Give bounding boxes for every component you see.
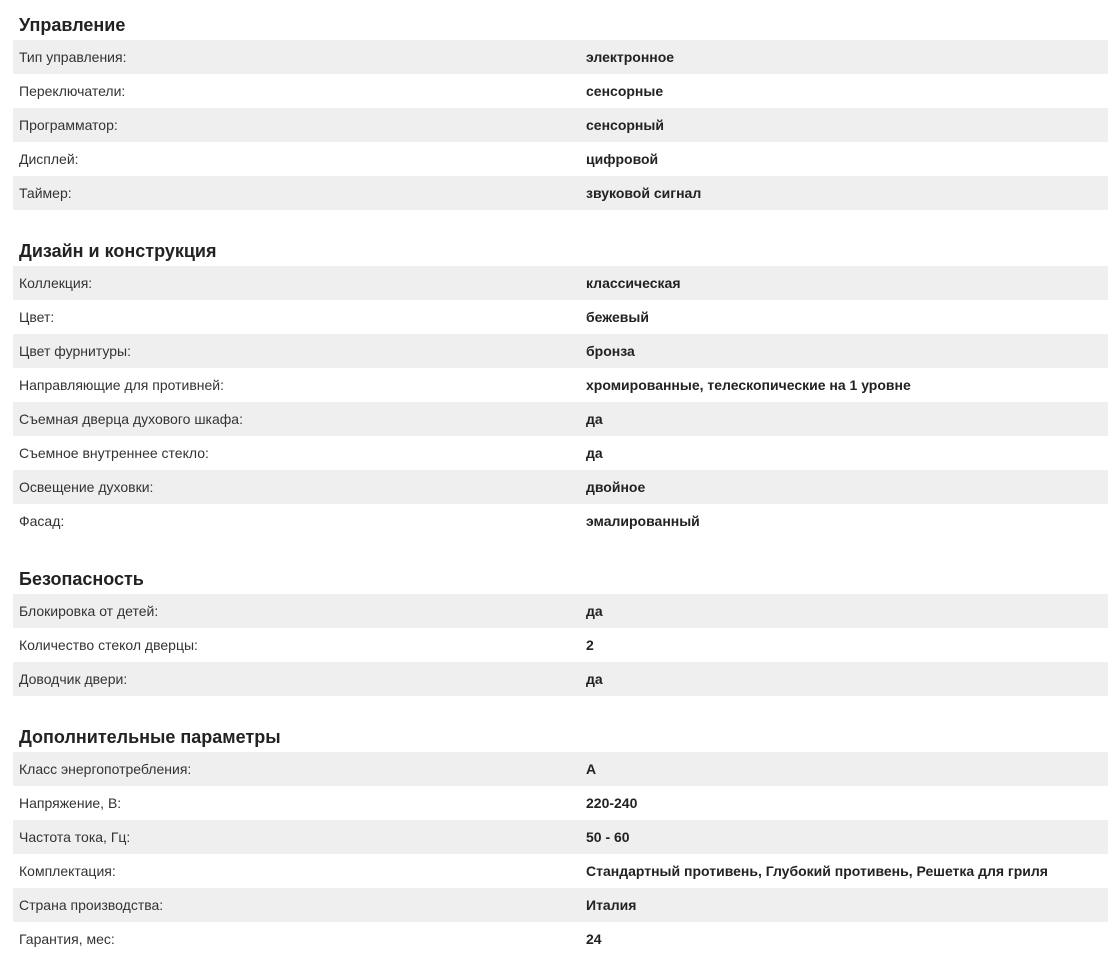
spec-label: Класс энергопотребления: [19,761,192,777]
spec-row [13,402,1108,436]
spec-value: электронное [586,49,675,65]
spec-label: Цвет: [19,309,55,325]
spec-row [13,504,1108,538]
spec-value: бежевый [586,309,649,325]
spec-value: 50 - 60 [586,829,630,845]
spec-row [13,108,1108,142]
section-title: Управление [19,15,126,35]
spec-row [13,888,1108,922]
spec-value: да [586,671,603,687]
section-title: Безопасность [19,569,144,589]
spec-label: Коллекция: [19,275,93,291]
spec-label: Программатор: [19,117,118,133]
spec-label: Таймер: [19,185,72,201]
spec-value: 220-240 [586,795,638,811]
section-additional [13,720,1108,956]
spec-value: эмалированный [586,513,700,529]
spec-row [13,142,1108,176]
spec-table [13,752,1108,956]
spec-label: Доводчик двери: [19,671,128,687]
spec-label: Цвет фурнитуры: [19,343,131,359]
specifications-panel [13,8,1108,964]
spec-row [13,176,1108,210]
spec-row [13,436,1108,470]
spec-row [13,854,1108,888]
spec-row [13,786,1108,820]
spec-value: 24 [586,931,602,947]
spec-label: Съемная дверца духового шкафа: [19,411,243,427]
spec-row [13,752,1108,786]
spec-value: классическая [586,275,681,291]
spec-label: Дисплей: [19,151,79,167]
section-control [13,8,1108,210]
spec-row [13,628,1108,662]
spec-row [13,820,1108,854]
spec-row [13,662,1108,696]
spec-label: Частота тока, Гц: [19,829,131,845]
spec-value: бронза [586,343,635,359]
spec-label: Освещение духовки: [19,479,154,495]
spec-value: 2 [586,637,594,653]
spec-value: Италия [586,897,637,913]
spec-value: A [586,761,597,777]
spec-row [13,300,1108,334]
section-safety [13,562,1108,696]
spec-row [13,368,1108,402]
section-title: Дизайн и конструкция [19,241,217,261]
spec-label: Страна производства: [19,897,164,913]
section-design [13,234,1108,538]
spec-row [13,74,1108,108]
spec-row [13,470,1108,504]
spec-row [13,922,1108,956]
spec-label: Комплектация: [19,863,116,879]
spec-label: Съемное внутреннее стекло: [19,445,209,461]
spec-label: Тип управления: [19,49,127,65]
spec-label: Напряжение, В: [19,795,122,811]
spec-row [13,594,1108,628]
spec-label: Направляющие для противней: [19,377,224,393]
spec-value: звуковой сигнал [586,185,702,201]
spec-label: Переключатели: [19,83,126,99]
spec-row [13,334,1108,368]
spec-label: Гарантия, мес: [19,931,115,947]
spec-value: Стандартный противень, Глубокий противень, Решетка для гриля [586,863,1048,879]
spec-value: да [586,411,603,427]
section-title: Дополнительные параметры [19,727,281,747]
spec-table [13,40,1108,210]
spec-label: Фасад: [19,513,65,529]
spec-value: цифровой [586,151,659,167]
spec-value: да [586,603,603,619]
spec-value: двойное [586,479,646,495]
spec-value: хромированные, телескопические на 1 уровне [586,377,911,393]
spec-value: да [586,445,603,461]
spec-table [13,266,1108,538]
spec-value: сенсорные [586,83,664,99]
spec-row [13,266,1108,300]
spec-table [13,594,1108,696]
spec-label: Количество стекол дверцы: [19,637,198,653]
spec-row [13,40,1108,74]
spec-value: сенсорный [586,117,664,133]
spec-label: Блокировка от детей: [19,603,159,619]
